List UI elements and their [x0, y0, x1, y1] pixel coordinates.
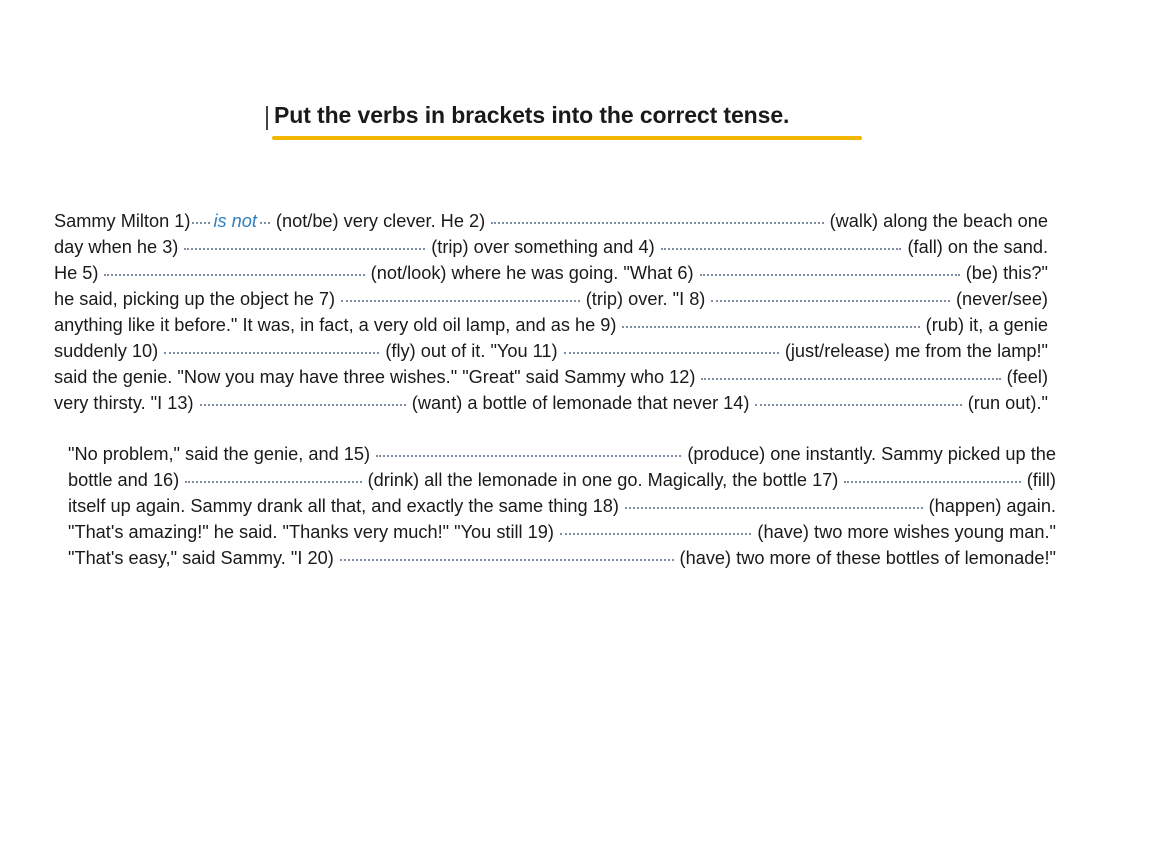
blank-dots	[260, 222, 270, 224]
answer-blank[interactable]	[376, 455, 681, 457]
exercise-text: "That's easy," said Sammy. "I 20)	[68, 548, 334, 568]
exercise-text: (be) this?"	[965, 263, 1049, 283]
answer-blank[interactable]	[491, 222, 823, 224]
text-line	[54, 234, 1048, 260]
answer-blank[interactable]	[104, 274, 364, 276]
exercise-text: (not/look) where he was going. "What 6)	[370, 263, 694, 283]
answer-blank[interactable]	[625, 507, 923, 509]
exercise-text: (happen) again.	[928, 496, 1056, 516]
answer-blank[interactable]	[164, 352, 379, 354]
exercise-text: (rub) it, a genie	[925, 315, 1048, 335]
exercise-text: very thirsty. "I 13)	[54, 393, 194, 413]
exercise-text: anything like it before." It was, in fact, a very old oil lamp, and as he 9)	[54, 315, 617, 335]
answer-blank[interactable]	[701, 378, 1000, 380]
text-line	[68, 441, 1056, 467]
exercise-text: (drink) all the lemonade in one go. Magically, the bottle 17)	[367, 470, 839, 490]
text-line	[54, 312, 1048, 338]
exercise-text: (produce) one instantly. Sammy picked up the	[687, 444, 1056, 464]
exercise-text: (fly) out of it. "You 11)	[385, 341, 558, 361]
blank-dots	[192, 222, 210, 224]
exercise-text: (fill)	[1026, 470, 1056, 490]
exercise-text: (fall) on the sand.	[907, 237, 1048, 257]
answer-blank[interactable]	[184, 248, 425, 250]
answer-blank[interactable]	[711, 300, 950, 302]
text-line	[68, 467, 1056, 493]
exercise-text: "That's amazing!" he said. "Thanks very much!" "You still 19)	[68, 522, 554, 542]
exercise-text: said the genie. "Now you may have three wishes." "Great" said Sammy who 12)	[54, 367, 696, 387]
answer-blank[interactable]	[622, 326, 919, 328]
text-line	[54, 260, 1048, 286]
paragraph-2	[68, 441, 1056, 571]
exercise-text: "No problem," said the genie, and 15)	[68, 444, 371, 464]
answer-blank[interactable]	[560, 533, 751, 535]
text-line	[68, 519, 1056, 545]
paragraph-1	[54, 208, 1048, 416]
exercise-text: itself up again. Sammy drank all that, and exactly the same thing 18)	[68, 496, 619, 516]
answer-blank[interactable]	[341, 300, 580, 302]
answer-blank[interactable]	[844, 481, 1020, 483]
answer-blank[interactable]	[700, 274, 960, 276]
answer-blank[interactable]	[340, 559, 674, 561]
exercise-text: (run out)."	[967, 393, 1048, 413]
text-line	[54, 208, 1048, 234]
exercise-text: day when he 3)	[54, 237, 179, 257]
exercise-text: (not/be) very clever. He 2)	[275, 211, 486, 231]
exercise-text: he said, picking up the object he 7)	[54, 289, 336, 309]
exercise-text: (have) two more wishes young man."	[757, 522, 1056, 542]
title-underline	[272, 136, 862, 140]
exercise-text: bottle and 16)	[68, 470, 180, 490]
text-line	[68, 545, 1056, 571]
exercise-text: (walk) along the beach one	[829, 211, 1048, 231]
text-line	[54, 390, 1048, 416]
title-marker	[266, 106, 268, 130]
answer-blank[interactable]	[185, 481, 361, 483]
text-line	[54, 286, 1048, 312]
example-answer-blank[interactable]	[190, 208, 271, 234]
exercise-text: (never/see)	[956, 289, 1048, 309]
answer-blank[interactable]	[661, 248, 902, 250]
exercise-text: suddenly 10)	[54, 341, 159, 361]
exercise-text: (have) two more of these bottles of lemonade!"	[679, 548, 1056, 568]
exercise-text: (want) a bottle of lemonade that never 14)	[411, 393, 750, 413]
exercise-text: (feel)	[1006, 367, 1048, 387]
text-line	[68, 493, 1056, 519]
answer-blank[interactable]	[755, 404, 961, 406]
exercise-title: Put the verbs in brackets into the correct tense.	[274, 102, 790, 128]
answer-blank[interactable]	[564, 352, 779, 354]
text-line	[54, 364, 1048, 390]
example-answer: is not	[213, 211, 257, 231]
exercise-text: (trip) over something and 4)	[431, 237, 655, 257]
answer-blank[interactable]	[200, 404, 406, 406]
exercise-text: He 5)	[54, 263, 99, 283]
exercise-text: Sammy Milton 1)	[54, 211, 191, 231]
exercise-text: (trip) over. "I 8)	[585, 289, 706, 309]
exercise-text: (just/release) me from the lamp!"	[784, 341, 1048, 361]
text-line	[54, 338, 1048, 364]
